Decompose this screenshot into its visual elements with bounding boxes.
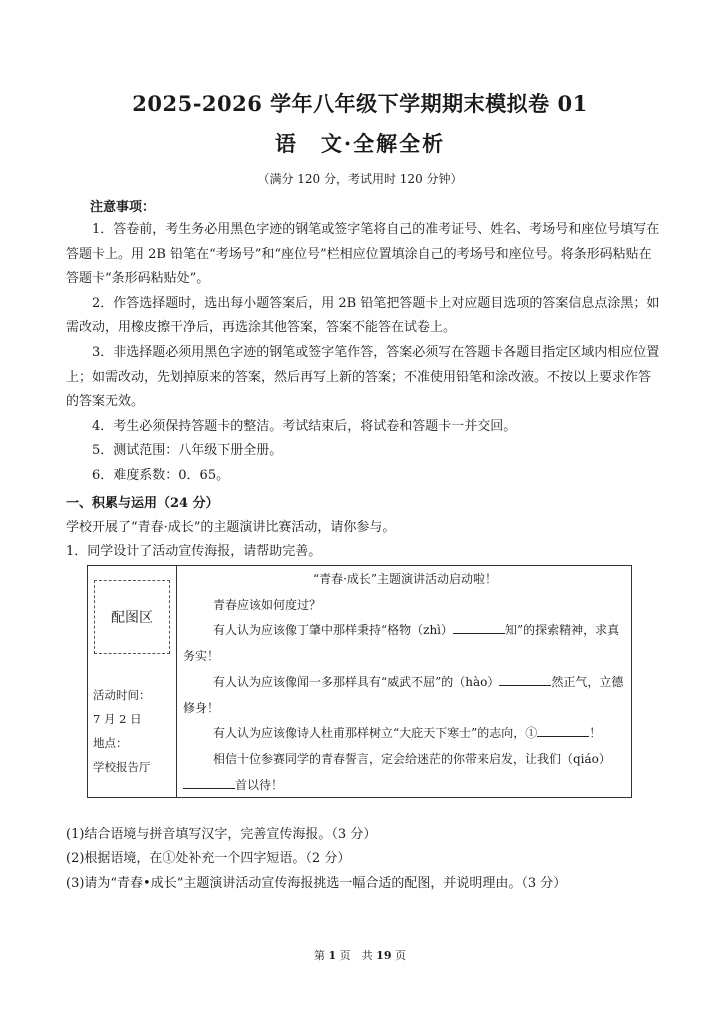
poster-text: ！ bbox=[589, 726, 602, 741]
poster-body bbox=[183, 566, 627, 798]
fill-blank[interactable] bbox=[499, 671, 551, 686]
place-label: 地点： bbox=[93, 736, 128, 750]
time-label: 活动时间： bbox=[93, 688, 151, 702]
picture-zone: 配图区 bbox=[94, 580, 170, 654]
fill-blank[interactable] bbox=[183, 774, 235, 789]
notice-item: 5．测试范围：八年级下册全册。 bbox=[92, 443, 283, 459]
poster-headline: “青春·成长”主题演讲活动启动啦！ bbox=[312, 572, 498, 586]
poster-text: 有人认为应该像诗人杜甫那样树立“大庇天下寒士”的志向，① bbox=[213, 726, 538, 741]
notice-item: 4．考生必须保持答题卡的整洁。考试结束后，将试卷和答题卡一并交回。 bbox=[92, 418, 517, 434]
notice-heading: 注意事项： bbox=[90, 200, 156, 215]
footer-text: 页 bbox=[394, 949, 406, 962]
place-value: 学校报告厅 bbox=[93, 760, 151, 774]
page-number: 1 bbox=[328, 949, 337, 962]
notice-item: 6．难度系数：0．65。 bbox=[92, 467, 230, 483]
fill-blank[interactable] bbox=[537, 722, 589, 737]
notice-list bbox=[66, 218, 660, 489]
page-subtitle: 语 文·全解全析 bbox=[274, 131, 446, 156]
exam-meta: （满分 120 分，考试用时 120 分钟） bbox=[257, 172, 463, 186]
poster-line: 相信十位参赛同学的青春誓言，定会给迷茫的你带来启发，让我们（qiáo） bbox=[213, 751, 611, 766]
time-value: 7 月 2 日 bbox=[93, 712, 142, 726]
page-footer bbox=[0, 947, 720, 963]
notice-item: 3．非选择题必须用黑色字迹的钢笔或签字笔作答，答案必须写在答题卡各题目指定区域内相应位置上；如需改动，先划掉原来的答案，然后再写上新的答案；不准使用铅笔和涂改液。不按以上要求作答的答案无效。 bbox=[66, 344, 660, 410]
poster-text: 首以待！ bbox=[235, 777, 284, 792]
subquestion-1: (1)结合语境与拼音填写汉字，完善宣传海报。（3 分） bbox=[66, 827, 377, 842]
footer-text: 第 bbox=[314, 949, 326, 962]
poster-text: 有人认为应该像丁肇中那样秉持“格物（zhì） bbox=[213, 623, 454, 638]
page-title: 2025-2026 学年八年级下学期期末模拟卷 01 bbox=[132, 91, 588, 116]
subquestion-2: (2)根据语境，在①处补充一个四字短语。（2 分） bbox=[66, 851, 351, 866]
poster-sidebar bbox=[88, 566, 177, 797]
poster-line bbox=[183, 773, 627, 799]
section-heading: 一、积累与运用（24 分） bbox=[66, 496, 219, 511]
poster-line: 青春应该如何度过？ bbox=[213, 597, 322, 612]
poster-text: 知”的探索精神，求真 bbox=[505, 623, 620, 638]
footer-text: 页 共 bbox=[339, 949, 373, 962]
subquestion-3: (3)请为“青春•成长”主题演讲活动宣传海报挑选一幅合适的配图，并说明理由。（3 分） bbox=[66, 876, 567, 891]
poster-line bbox=[183, 721, 627, 747]
activity-poster bbox=[87, 565, 632, 798]
poster-info bbox=[93, 683, 151, 779]
poster-line bbox=[183, 618, 627, 644]
notice-item: 1．答卷前，考生务必用黑色字迹的钢笔或签字笔将自己的准考证号、姓名、考场号和座位号填写在答题卡上。用 2B 铅笔在“考场号”和“座位号”栏相应位置填涂自己的考场号和座位号。将条形码粘贴在答题卡“条形码粘贴处”。 bbox=[66, 222, 660, 287]
fill-blank[interactable] bbox=[453, 619, 505, 634]
notice-item: 2．作答选择题时，选出每小题答案后，用 2B 铅笔把答题卡上对应题目选项的答案信息点涂黑；如需改动，用橡皮擦干净后，再选涂其他答案，答案不能答在试卷上。 bbox=[66, 295, 660, 336]
poster-text: 有人认为应该像闻一多那样具有“威武不屈”的（hào） bbox=[213, 674, 500, 689]
poster-line: 务实！ bbox=[183, 649, 220, 664]
question-1: 1．同学设计了活动宣传海报，请帮助完善。 bbox=[66, 544, 322, 559]
poster-text: 然正气，立德 bbox=[551, 674, 624, 689]
section-intro: 学校开展了“青春·成长”的主题演讲比赛活动，请你参与。 bbox=[66, 520, 396, 535]
poster-line: 修身！ bbox=[183, 700, 220, 715]
page-total: 19 bbox=[376, 949, 392, 962]
poster-line bbox=[183, 670, 627, 696]
